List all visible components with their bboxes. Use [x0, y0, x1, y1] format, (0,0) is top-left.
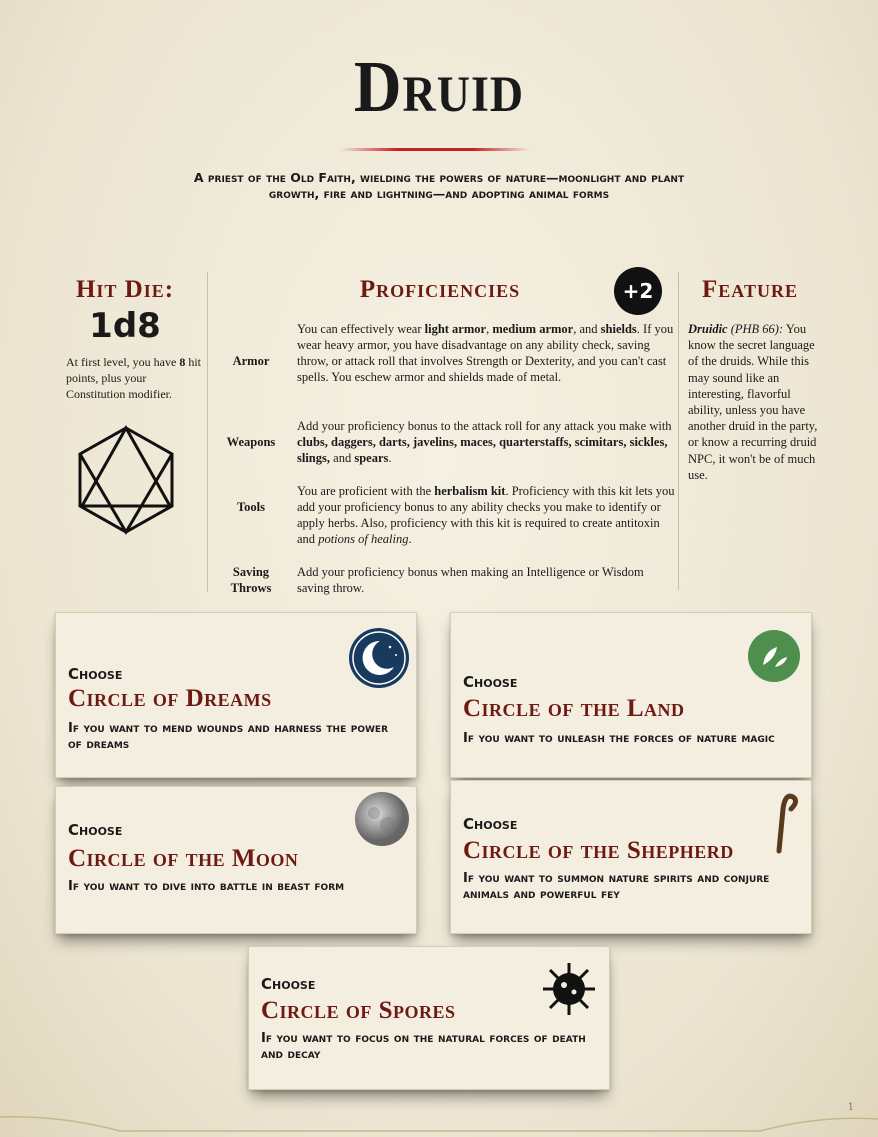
- circle-card-shepherd[interactable]: [450, 780, 812, 934]
- text: medium armor: [492, 322, 574, 336]
- text: spears: [354, 451, 389, 465]
- spore-icon: [541, 961, 597, 1017]
- text: potions of healing: [318, 532, 409, 546]
- text: hit points, plus your Constitution modifier.: [66, 355, 201, 401]
- text: Add your proficiency bonus to the attack roll for any attack you make with: [297, 419, 672, 433]
- saving-throws-label: Saving Throws: [230, 565, 272, 595]
- circle-description: If you want to summon nature spirits and conjure animals and powerful fey: [463, 871, 770, 902]
- tools-text: [297, 483, 677, 547]
- full-moon-icon: [354, 791, 410, 847]
- text: . Proficiency with this kit lets you add your proficiency bonus to any ability checks you make to identify or apply herbs. Also, proficiency with this kit is required to create antitoxin and: [297, 484, 675, 546]
- text: light armor: [424, 322, 487, 336]
- subtitle: A priest of the Old Faith, wielding the powers of nature—moonlight and plant growth, fire and lightning—and adopting animal forms: [193, 170, 685, 201]
- weapons-label: Weapons: [226, 435, 276, 449]
- text: .: [388, 451, 392, 465]
- text: clubs, daggers, darts, javelins, maces, quarterstaffs, scimitars, sickles, slings,: [297, 435, 668, 465]
- proficiency-bonus-badge: +2: [614, 267, 662, 315]
- text: herbalism kit: [434, 484, 506, 498]
- text: .: [408, 532, 412, 546]
- choose-label: Choose: [261, 975, 316, 993]
- circle-description: If you want to mend wounds and harness the power of dreams: [68, 721, 389, 752]
- feature-name: Druidic: [688, 322, 728, 336]
- tools-label: Tools: [236, 500, 266, 514]
- text: You know the secret language of the druids. While this may sound like an interesting, flavorful ability, unless you have another druid in the party, or know a recurring druid NPC, it won't be of much use.: [688, 322, 818, 482]
- choose-label: Choose: [463, 673, 518, 691]
- choose-label: Choose: [463, 815, 518, 833]
- text: At first level, you have: [66, 355, 180, 369]
- circle-name: Circle of Spores: [261, 997, 456, 1024]
- circle-description: If you want to dive into battle in beast form: [68, 879, 345, 894]
- page-number: 1: [847, 1102, 854, 1113]
- page-title: Druid: [353, 47, 525, 128]
- circle-card-land[interactable]: [450, 612, 812, 778]
- circle-name: Circle of the Shepherd: [463, 837, 734, 864]
- moon-stars-icon: [348, 627, 410, 689]
- title-underline: [340, 148, 530, 151]
- circle-card-moon[interactable]: [55, 786, 417, 934]
- feature-text: [688, 321, 818, 483]
- shepherd-staff-icon: [761, 787, 801, 855]
- hp-value: 8: [179, 355, 186, 369]
- decorative-border: [0, 1097, 878, 1137]
- weapons-text: [297, 418, 677, 466]
- circle-description: If you want to focus on the natural forces of death and decay: [261, 1031, 586, 1062]
- armor-text: [297, 321, 677, 385]
- divider: [207, 272, 208, 592]
- circle-name: Circle of Dreams: [68, 685, 272, 712]
- circle-card-dreams[interactable]: [55, 612, 417, 778]
- hit-die-text: [66, 354, 201, 402]
- choose-label: Choose: [68, 821, 123, 839]
- hit-die-value: 1d8: [89, 306, 161, 346]
- circle-name: Circle of the Land: [463, 695, 685, 722]
- circle-card-spores[interactable]: [248, 946, 610, 1090]
- choose-label: Choose: [68, 665, 123, 683]
- leaf-icon: [747, 629, 801, 683]
- text: and: [330, 451, 355, 465]
- text: ,: [486, 322, 493, 336]
- circle-description: If you want to unleash the forces of nature magic: [463, 731, 775, 746]
- text: You can effectively wear: [297, 322, 425, 336]
- text: shields: [600, 322, 637, 336]
- proficiencies-heading: Proficiencies: [359, 276, 521, 303]
- feature-heading: Feature: [702, 276, 798, 303]
- circle-name: Circle of the Moon: [68, 845, 299, 872]
- text: You are proficient with the: [297, 484, 435, 498]
- d20-icon: [76, 425, 176, 535]
- armor-label: Armor: [232, 354, 270, 368]
- feature-ref: (PHB 66):: [730, 322, 784, 336]
- text: , and: [573, 322, 601, 336]
- text: . If you wear heavy armor, you have disadvantage on any ability check, saving throw, or attack roll that involves Strength or Dexterity, and you can't cast spells. You eschew armor and shields made of metal.: [297, 322, 674, 384]
- saving-throws-text: Add your proficiency bonus when making an Intelligence or Wisdom saving throw.: [297, 565, 644, 595]
- hit-die-heading: Hit Die:: [75, 276, 175, 303]
- divider: [678, 272, 679, 590]
